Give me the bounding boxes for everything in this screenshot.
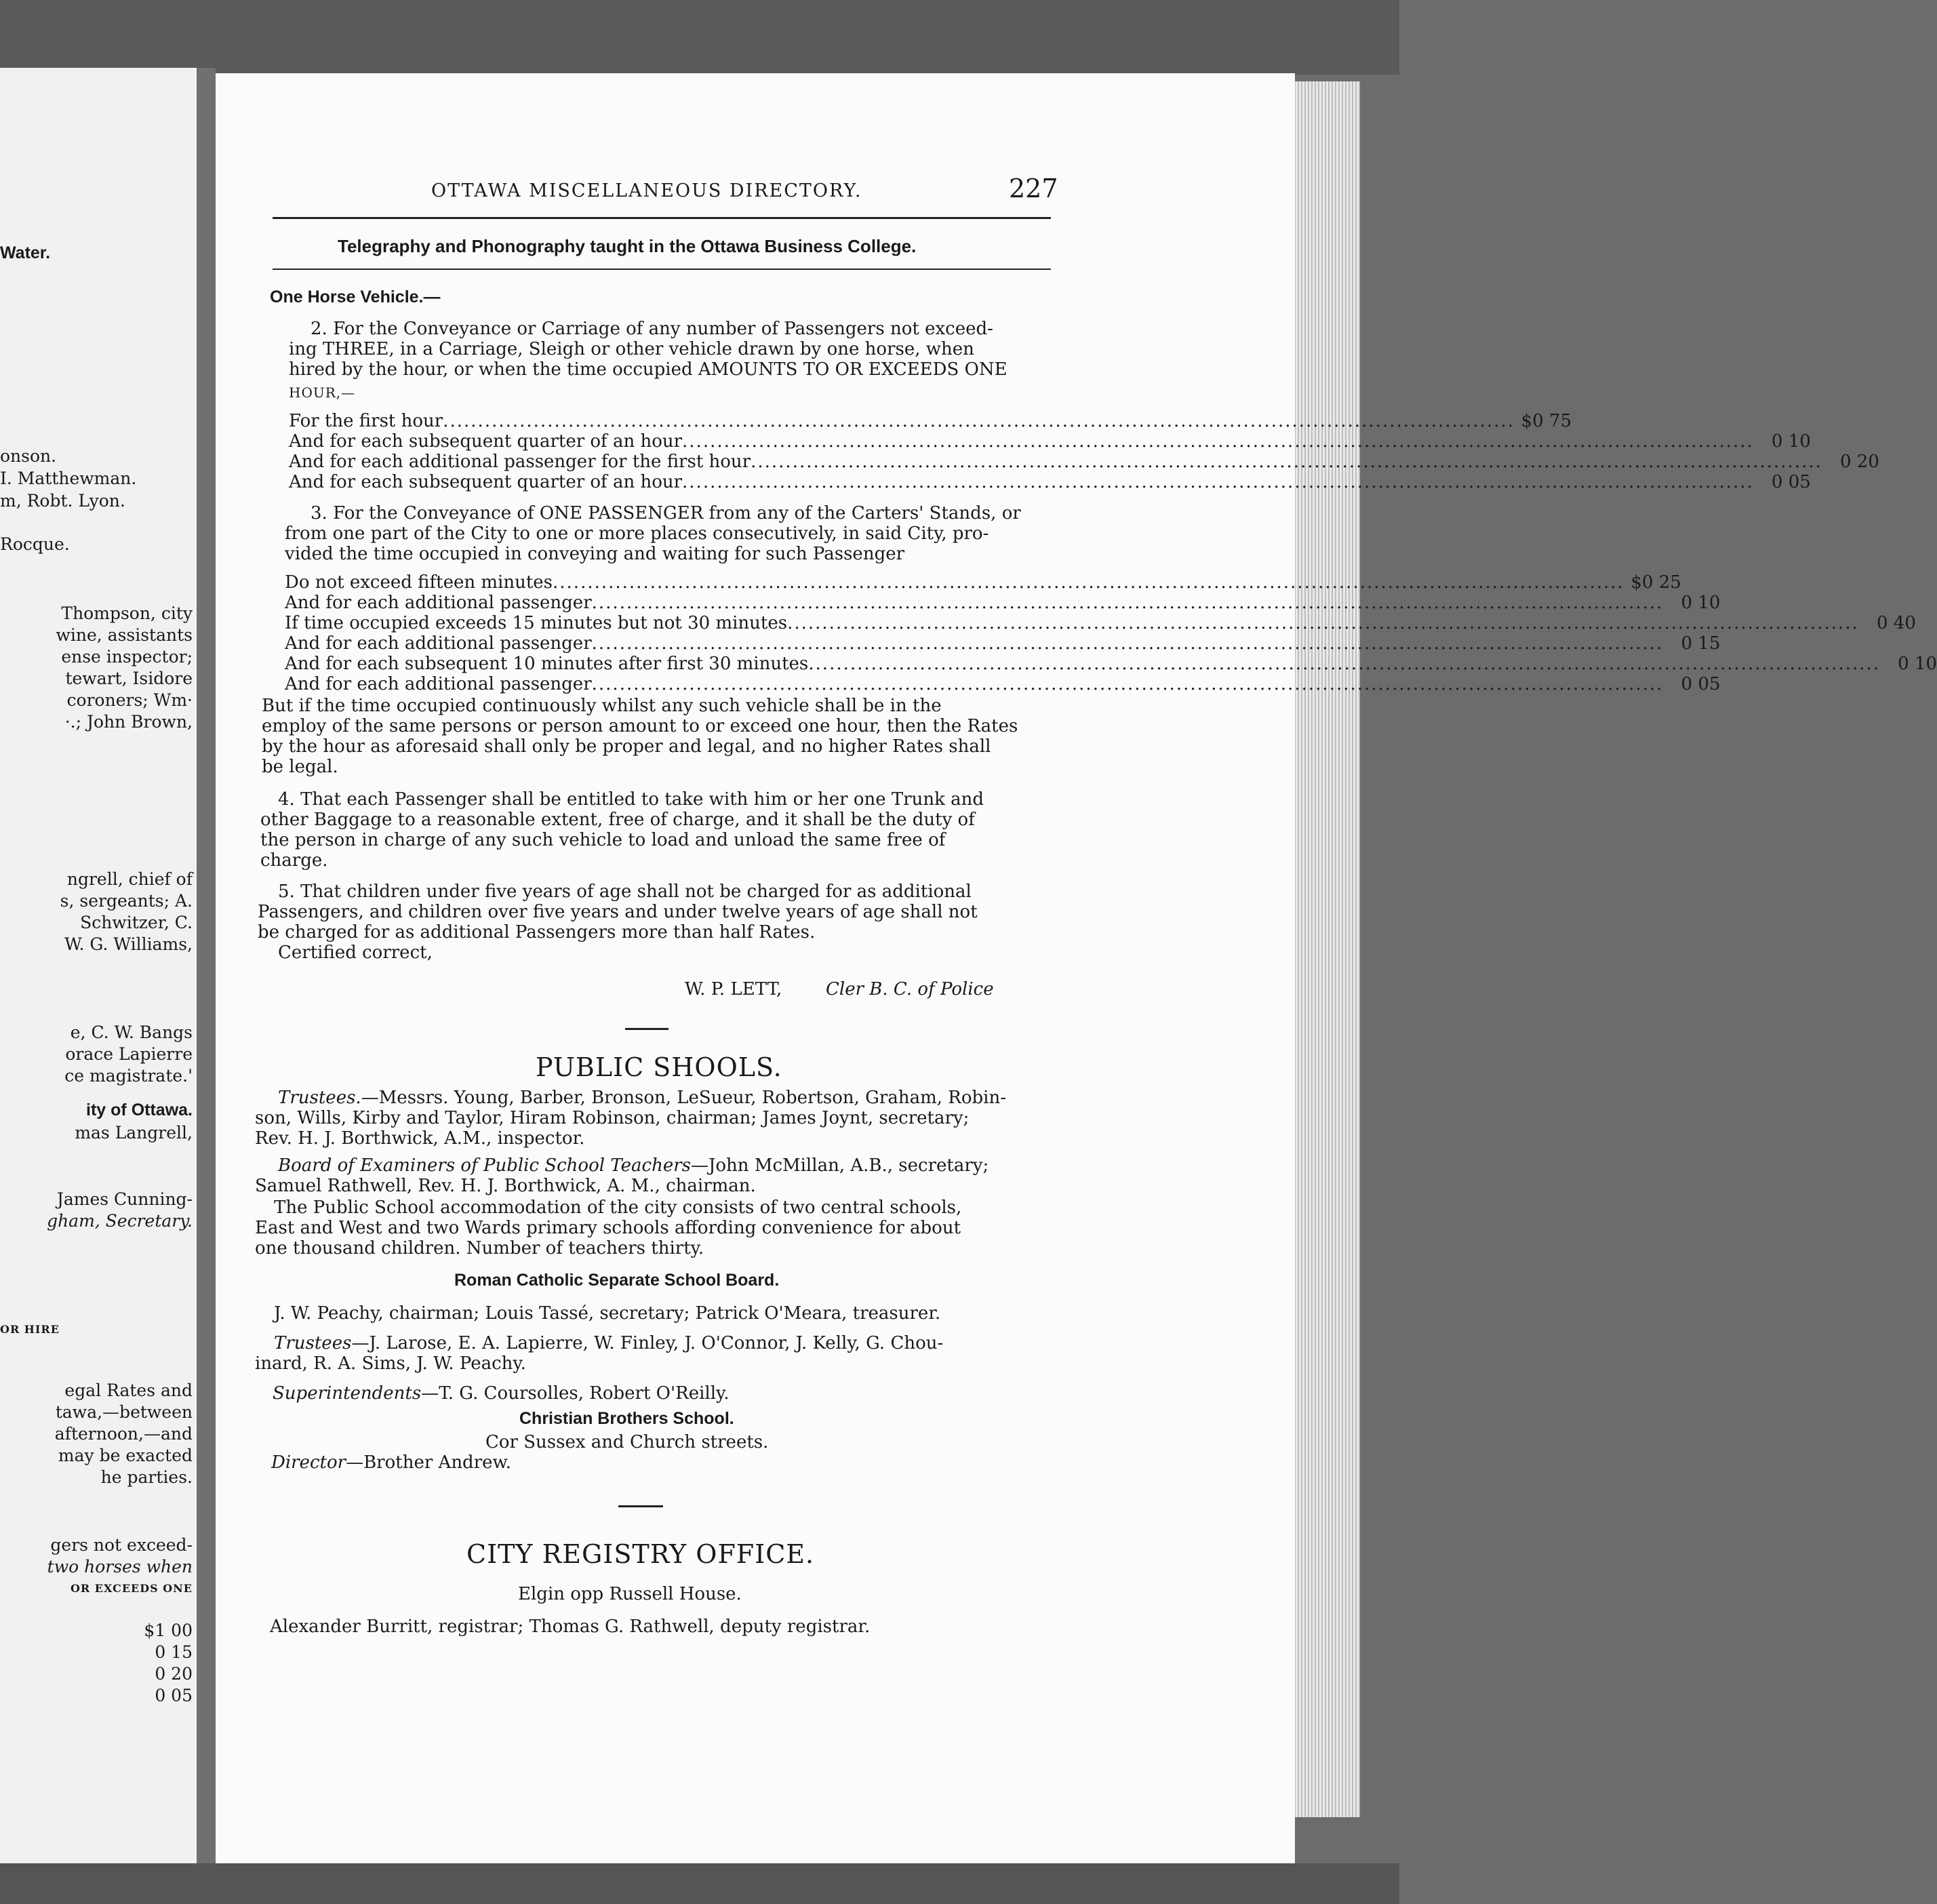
rate-amount: 0 05 bbox=[1681, 674, 1721, 694]
paragraph-line: inard, R. A. Sims, J. W. Peachy. bbox=[255, 1353, 526, 1374]
rate-amount: $0 25 bbox=[1631, 572, 1681, 593]
left-page-line: he parties. bbox=[100, 1467, 193, 1487]
leader-dots: .......................................................................................................................................................... bbox=[787, 613, 1859, 633]
left-page-line: W. G. Williams, bbox=[64, 934, 193, 954]
rate-row bbox=[289, 452, 1879, 472]
left-page-line: two horses when bbox=[47, 1557, 193, 1576]
section-divider bbox=[618, 1505, 663, 1507]
leader-dots: .......................................................................................................................................................... bbox=[443, 411, 1515, 431]
section-divider bbox=[625, 1028, 668, 1030]
paragraph-line: be charged for as additional Passengers more than half Rates. bbox=[258, 922, 816, 943]
rate-label: And for each subsequent quarter of an hour bbox=[289, 431, 683, 452]
paragraph-line: son, Wills, Kirby and Taylor, Hiram Robinson, chairman; James Joynt, secretary; bbox=[255, 1108, 970, 1128]
left-page-line: Rocque. bbox=[0, 534, 70, 554]
signature-name: W. P. LETT, bbox=[685, 979, 782, 999]
section-title: PUBLIC SHOOLS. bbox=[536, 1052, 782, 1082]
left-page-line: OR EXCEEDS ONE bbox=[70, 1582, 193, 1595]
left-page-line: tawa,—between bbox=[55, 1402, 193, 1422]
paragraph-line: HOUR,— bbox=[289, 384, 356, 401]
rate-row bbox=[285, 654, 1937, 674]
paragraph-line: J. W. Peachy, chairman; Louis Tassé, secretary; Patrick O'Meara, treasurer. bbox=[274, 1303, 941, 1324]
rate-label: For the first hour bbox=[289, 411, 443, 431]
left-facing-page bbox=[0, 68, 197, 1904]
rate-row bbox=[285, 674, 1721, 694]
rate-row bbox=[285, 593, 1721, 613]
rate-amount: $0 75 bbox=[1521, 411, 1572, 431]
rate-amount: 0 20 bbox=[1839, 452, 1879, 472]
left-page-line: Thompson, city bbox=[61, 603, 193, 623]
scan-background-top bbox=[0, 0, 1399, 75]
rate-label: Do not exceed fifteen minutes bbox=[285, 572, 553, 593]
rc-trustees-label: Trustees bbox=[274, 1333, 352, 1353]
director-label: Director bbox=[271, 1452, 346, 1473]
notice-rule bbox=[273, 269, 1051, 270]
paragraph-line: vided the time occupied in conveying and waiting for such Passenger bbox=[285, 544, 905, 564]
left-page-line: ity of Ottawa. bbox=[86, 1100, 193, 1119]
paragraph-line: Samuel Rathwell, Rev. H. J. Borthwick, A. M., chairman. bbox=[255, 1176, 756, 1196]
paragraph-line: East and West and two Wards primary schools affording convenience for about bbox=[255, 1218, 961, 1238]
left-page-line: 0 15 bbox=[155, 1642, 193, 1662]
left-page-line: tewart, Isidore bbox=[65, 669, 193, 688]
paragraph-line: be legal. bbox=[262, 757, 338, 777]
left-page-line: wine, assistants bbox=[56, 625, 193, 645]
left-page-line: ngrell, chief of bbox=[66, 869, 193, 889]
scan-background-bottom bbox=[0, 1863, 1399, 1904]
left-page-line: m, Robt. Lyon. bbox=[0, 491, 125, 511]
rate-row bbox=[285, 613, 1916, 633]
subsection-heading: Roman Catholic Separate School Board. bbox=[454, 1271, 780, 1290]
left-page-line: gers not exceed- bbox=[50, 1535, 193, 1555]
book-gutter bbox=[197, 68, 216, 1904]
rate-label: And for each additional passenger bbox=[285, 593, 592, 613]
paragraph-line: 5. That children under five years of age shall not be charged for as additional bbox=[278, 881, 972, 902]
left-page-line: egal Rates and bbox=[64, 1381, 193, 1400]
running-title: OTTAWA MISCELLANEOUS DIRECTORY. bbox=[431, 180, 862, 201]
left-page-line: 0 20 bbox=[155, 1664, 193, 1684]
left-page-line: ce magistrate.' bbox=[64, 1066, 193, 1086]
rate-label: And for each additional passenger bbox=[285, 674, 592, 694]
left-page-line: orace Lapierre bbox=[65, 1044, 193, 1064]
rate-amount: 0 10 bbox=[1898, 654, 1937, 674]
trustees-label: Trustees. bbox=[278, 1088, 361, 1108]
left-page-line: s, sergeants; A. bbox=[60, 891, 193, 911]
paragraph-line: one thousand children. Number of teachers thirty. bbox=[255, 1238, 704, 1258]
left-page-line: afternoon,—and bbox=[54, 1424, 193, 1444]
rate-row bbox=[285, 572, 1681, 593]
left-page-line: may be exacted bbox=[58, 1446, 193, 1465]
paragraph-line: 2. For the Conveyance or Carriage of any number of Passengers not exceed- bbox=[311, 319, 993, 339]
rate-row bbox=[289, 411, 1572, 431]
left-page-line: e, C. W. Bangs bbox=[70, 1023, 193, 1042]
rate-label: And for each additional passenger for the first hour bbox=[289, 452, 751, 472]
paragraph-line: 3. For the Conveyance of ONE PASSENGER from any of the Carters' Stands, or bbox=[311, 503, 1021, 523]
paragraph-line: hired by the hour, or when the time occupied AMOUNTS TO OR EXCEEDS ONE bbox=[289, 359, 1007, 380]
leader-dots: .......................................................................................................................................................... bbox=[682, 472, 1754, 492]
address-line: Elgin opp Russell House. bbox=[518, 1584, 742, 1604]
rate-row bbox=[289, 431, 1811, 452]
signature-title: Cler B. C. of Police bbox=[826, 979, 994, 999]
college-notice: Telegraphy and Phonography taught in the Ottawa Business College. bbox=[338, 236, 917, 256]
superintendents-label: Superintendents bbox=[273, 1383, 422, 1404]
leader-dots: .......................................................................................................................................................... bbox=[808, 654, 1881, 674]
rate-row bbox=[285, 633, 1721, 654]
paragraph-line: —Brother Andrew. bbox=[346, 1452, 511, 1473]
paragraph-line: —J. Larose, E. A. Lapierre, W. Finley, J. O'Connor, J. Kelly, G. Chou- bbox=[351, 1333, 944, 1353]
paragraph-line: charge. bbox=[260, 850, 328, 871]
certification: Certified correct, bbox=[278, 943, 433, 963]
leader-dots: .......................................................................................................................................................... bbox=[591, 593, 1664, 613]
rate-amount: 0 15 bbox=[1681, 633, 1721, 654]
left-page-line: OR HIRE bbox=[0, 1323, 60, 1336]
paragraph-line: the person in charge of any such vehicle to load and unload the same free of bbox=[260, 830, 946, 850]
paragraph-line: by the hour as aforesaid shall only be proper and legal, and no higher Rates shall bbox=[262, 736, 991, 757]
paragraph-line: Alexander Burritt, registrar; Thomas G. Rathwell, deputy registrar. bbox=[270, 1617, 871, 1637]
paragraph-line: 4. That each Passenger shall be entitled to take with him or her one Trunk and bbox=[278, 789, 984, 810]
left-page-line: coroners; Wm· bbox=[66, 690, 193, 710]
paragraph-line: The Public School accommodation of the city consists of two central schools, bbox=[274, 1197, 962, 1218]
leader-dots: .......................................................................................................................................................... bbox=[591, 674, 1664, 694]
left-page-line: I. Matthewman. bbox=[0, 469, 137, 488]
rate-label: And for each additional passenger bbox=[285, 633, 592, 654]
paragraph-line: —Messrs. Young, Barber, Bronson, LeSueur, Robertson, Graham, Robin- bbox=[361, 1088, 1006, 1108]
left-page-line: $1 00 bbox=[144, 1621, 193, 1640]
rate-row bbox=[289, 472, 1811, 492]
rate-amount: 0 10 bbox=[1771, 431, 1811, 452]
left-page-line: gham, Secretary. bbox=[47, 1211, 193, 1231]
rate-amount: 0 10 bbox=[1681, 593, 1721, 613]
rate-amount: 0 40 bbox=[1876, 613, 1916, 633]
leader-dots: .......................................................................................................................................................... bbox=[591, 633, 1664, 654]
section-title: CITY REGISTRY OFFICE. bbox=[466, 1539, 815, 1569]
header-rule bbox=[273, 217, 1051, 219]
address-line: Cor Sussex and Church streets. bbox=[485, 1432, 769, 1452]
rate-label: And for each subsequent 10 minutes after first 30 minutes bbox=[285, 654, 809, 674]
left-page-line: mas Langrell, bbox=[75, 1123, 193, 1143]
paragraph-line: But if the time occupied continuously whilst any such vehicle shall be in the bbox=[262, 696, 942, 716]
left-page-line: ense inspector; bbox=[61, 647, 193, 667]
rate-amount: 0 05 bbox=[1771, 472, 1811, 492]
page-number: 227 bbox=[1009, 174, 1058, 203]
board-label: Board of Examiners of Public School Teachers bbox=[278, 1155, 691, 1176]
leader-dots: .......................................................................................................................................................... bbox=[751, 452, 1822, 472]
paragraph-line: employ of the same persons or person amount to or exceed one hour, then the Rates bbox=[262, 716, 1018, 736]
paragraph-line: —John McMillan, A.B., secretary; bbox=[690, 1155, 989, 1176]
left-page-line: ·.; John Brown, bbox=[64, 712, 193, 732]
paragraph-line: other Baggage to a reasonable extent, free of charge, and it shall be the duty of bbox=[260, 810, 975, 830]
paragraph-line: Passengers, and children over five years and under twelve years of age shall not bbox=[258, 902, 978, 922]
left-page-line: Water. bbox=[0, 243, 51, 262]
left-page-line: onson. bbox=[0, 446, 57, 466]
left-page-line: James Cunning- bbox=[56, 1189, 193, 1209]
paragraph-line: —T. G. Coursolles, Robert O'Reilly. bbox=[421, 1383, 730, 1404]
paragraph-line: from one part of the City to one or more places consecutively, in said City, pro- bbox=[285, 523, 989, 544]
left-page-line: 0 05 bbox=[155, 1686, 193, 1705]
paragraph-line: ing THREE, in a Carriage, Sleigh or other vehicle drawn by one horse, when bbox=[289, 339, 974, 359]
paragraph-line: Rev. H. J. Borthwick, A.M., inspector. bbox=[255, 1128, 585, 1149]
subsection-heading: Christian Brothers School. bbox=[519, 1409, 734, 1428]
rate-label: And for each subsequent quarter of an hour bbox=[289, 472, 683, 492]
section-heading: One Horse Vehicle.— bbox=[270, 287, 441, 306]
rate-label: If time occupied exceeds 15 minutes but not 30 minutes bbox=[285, 613, 788, 633]
left-page-line: Schwitzer, C. bbox=[80, 913, 193, 932]
leader-dots: .......................................................................................................................................................... bbox=[682, 431, 1754, 452]
leader-dots: .......................................................................................................................................................... bbox=[553, 572, 1624, 593]
